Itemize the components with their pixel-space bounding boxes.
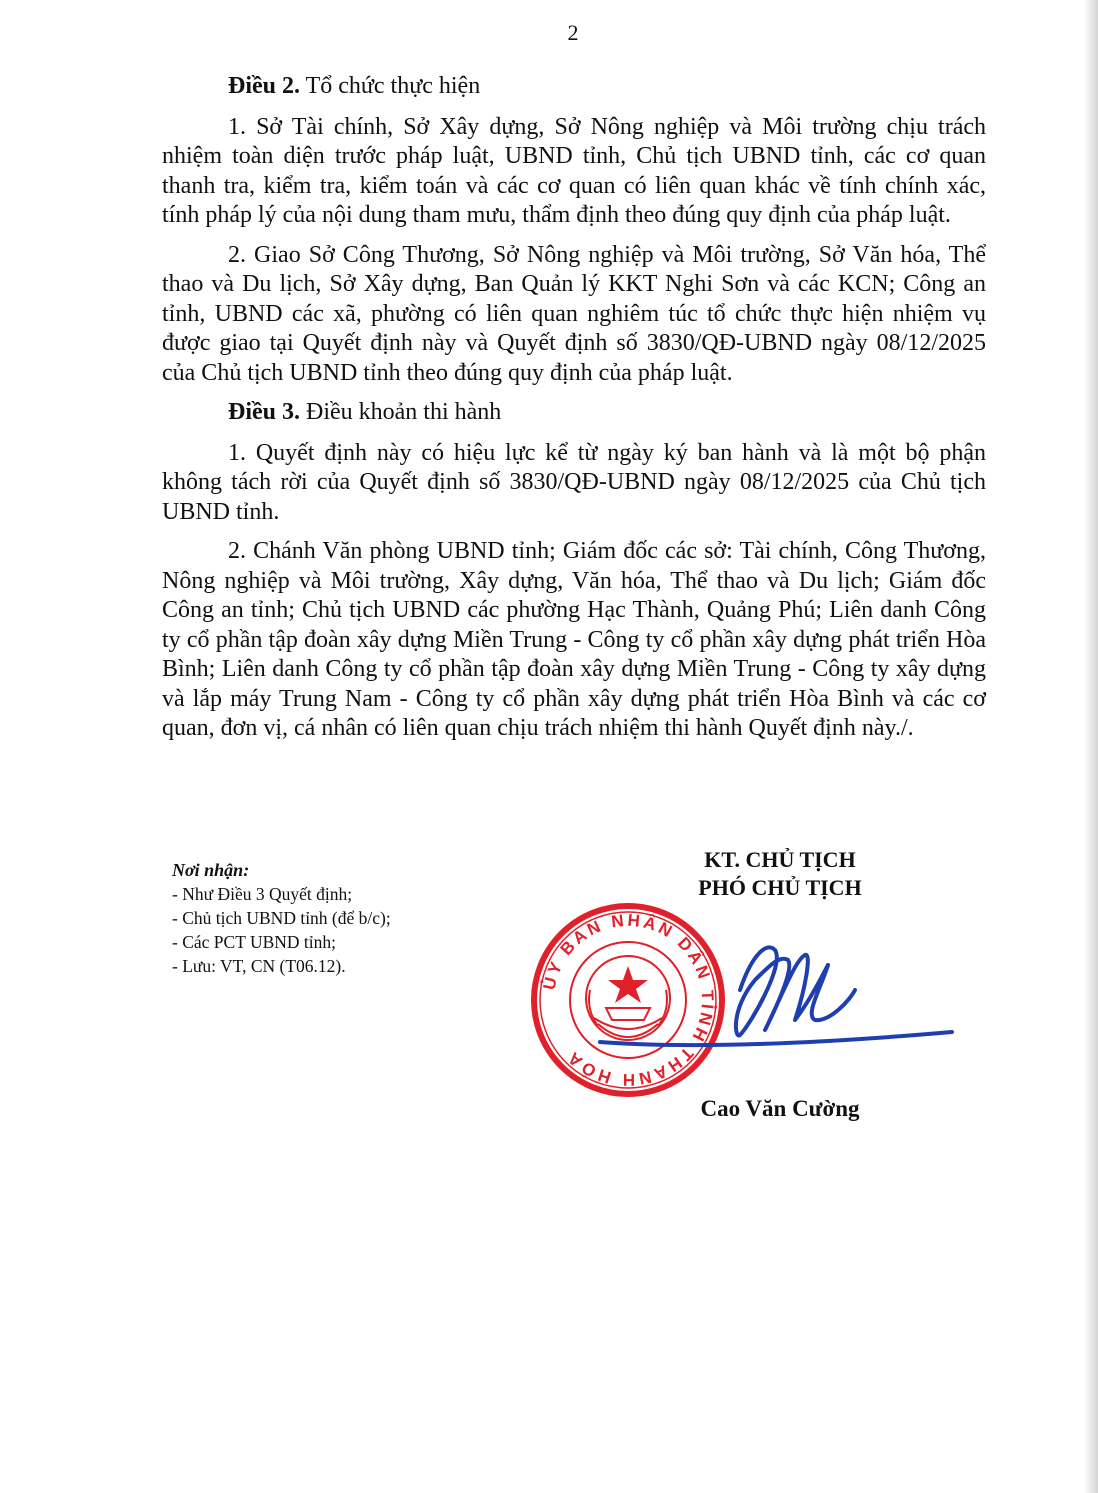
signature-title-line-2: PHÓ CHỦ TỊCH: [698, 875, 862, 900]
article-3-title: Điều khoản thi hành: [300, 399, 502, 425]
page-number: 2: [567, 20, 579, 45]
document-body: [162, 72, 986, 754]
signature-title-block: [650, 846, 910, 902]
recipient-item: - Như Điều 3 Quyết định;: [172, 884, 353, 904]
signature-title-line-1: KT. CHỦ TỊCH: [704, 847, 856, 872]
page-edge-shadow: [1084, 0, 1098, 1493]
recipient-item: - Lưu: VT, CN (T06.12).: [172, 956, 346, 976]
recipient-item: - Các PCT UBND tỉnh;: [172, 932, 336, 952]
signer-name: Cao Văn Cường: [700, 1096, 860, 1121]
article-3-paragraph-2: 2. Chánh Văn phòng UBND tỉnh; Giám đốc các sở: Tài chính, Công Thương, Nông nghiệp và Môi trường, Xây dựng, Văn hóa, Thể thao và Du lịch; Giám đốc Công an tỉnh; Chủ tịch UBND các phường Hạc Thành, Quảng Phú; Liên danh Công ty cổ phần tập đoàn xây dựng Miền Trung - Công ty cổ phần xây dựng phát triển Hòa Bình; Liên danh Công ty cổ phần tập đoàn xây dựng Miền Trung - Công ty xây dựng và lắp máy Trung Nam - Công ty cổ phần xây dựng phát triển Hòa Bình và các cơ quan, đơn vị, cá nhân có liên quan chịu trách nhiệm thi hành Quyết định này./.: [162, 538, 986, 741]
article-2-label: Điều 2.: [228, 73, 300, 99]
recipients-label: Nơi nhận:: [172, 860, 250, 880]
article-2-paragraph-1: 1. Sở Tài chính, Sở Xây dựng, Sở Nông nghiệp và Môi trường chịu trách nhiệm toàn diện trước pháp luật, UBND tỉnh, Chủ tịch UBND tỉnh, các cơ quan thanh tra, kiểm tra, kiểm toán và các cơ quan có liên quan khác về tính chính xác, tính pháp lý của nội dung tham mưu, thẩm định theo đúng quy định của pháp luật.: [162, 113, 986, 228]
recipients-block: [172, 858, 502, 978]
handwritten-signature-icon: [590, 930, 960, 1060]
seal-text: ỦY BAN NHÂN DÂN TỈNH THANH HÓA: [539, 910, 718, 1090]
article-2-title: Tổ chức thực hiện: [300, 73, 481, 99]
article-3-label: Điều 3.: [228, 399, 300, 425]
article-3-heading: [162, 398, 986, 428]
recipient-item: - Chủ tịch UBND tỉnh (để b/c);: [172, 908, 391, 928]
article-2-paragraph-2: 2. Giao Sở Công Thương, Sở Nông nghiệp và Môi trường, Sở Văn hóa, Thể thao và Du lịch, Sở Xây dựng, Ban Quản lý KKT Nghi Sơn và các KCN; Công an tỉnh, UBND các xã, phường có liên quan nghiêm túc tổ chức thực hiện nhiệm vụ được giao tại Quyết định này và Quyết định số 3830/QĐ-UBND ngày 08/12/2025 của Chủ tịch UBND tỉnh theo đúng quy định của pháp luật.: [162, 241, 986, 386]
article-3-paragraph-1: 1. Quyết định này có hiệu lực kể từ ngày ký ban hành và là một bộ phận không tách rời của Quyết định số 3830/QĐ-UBND ngày 08/12/2025 của Chủ tịch UBND tỉnh.: [162, 439, 986, 525]
article-2-heading: [162, 72, 986, 102]
